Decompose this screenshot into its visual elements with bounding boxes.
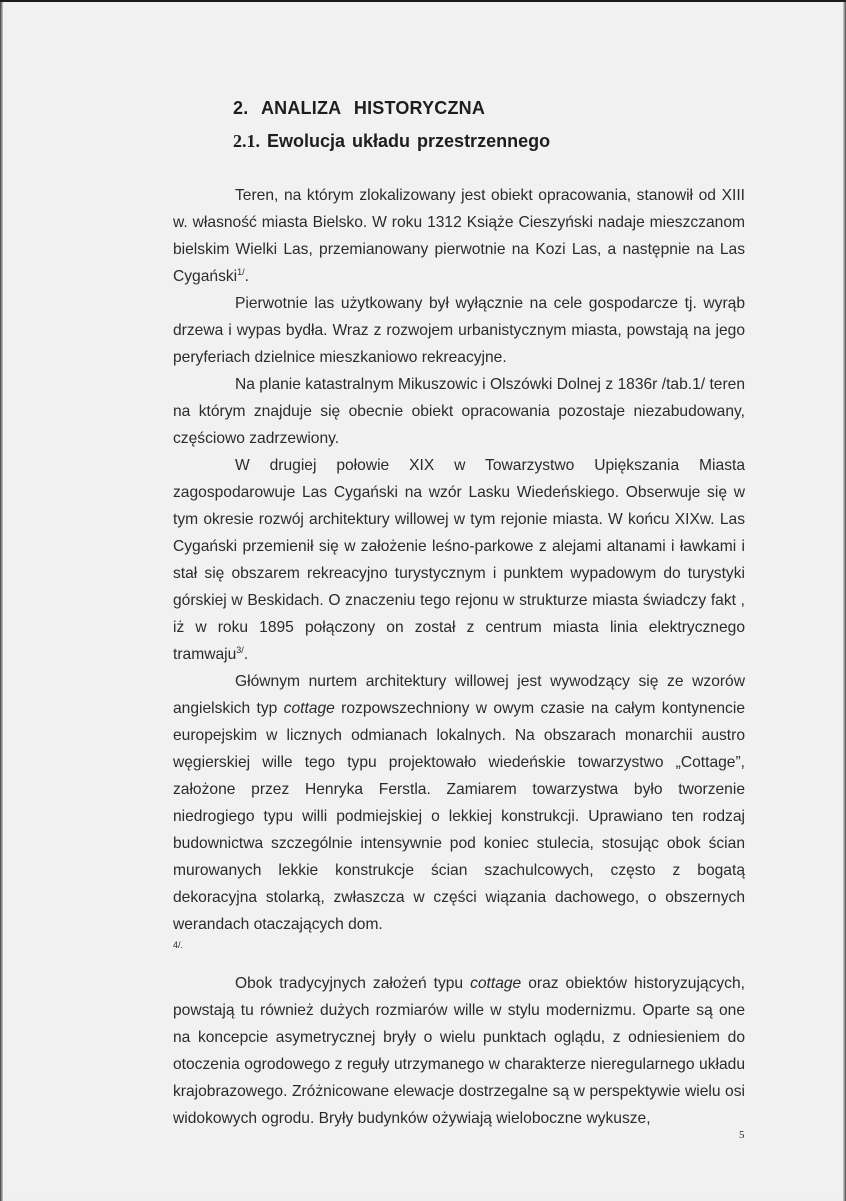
paragraph-1-end: .: [244, 268, 249, 285]
section-heading: [233, 131, 550, 152]
section-number: 2.1.: [233, 131, 260, 151]
paragraph-1: [173, 182, 745, 290]
body-text: [173, 182, 745, 1132]
paragraph-5: [173, 668, 745, 952]
paragraph-6-text-b: oraz obiektów historyzujących, powstają tu również dużych rozmiarów wille w stylu modernizmu. Oparte są one na koncepcie asymetrycznej bryły o wielu punktach oglądu, z odniesieniem do otoczenia ogrodowego z reguły utrzymanego w charakterze nieregularnego układu krajobrazowego. Zróżnicowane elewacje dostrzegalne są w perspektywie wielu osi widokowych ogrodu. Bryły budynków ożywiają wieloboczne wykusze,: [173, 975, 745, 1127]
paragraph-4-text: W drugiej połowie XIX w Towarzystwo Upiększania Miasta zagospodarowuje Las Cygański na wzór Lasku Wiedeńskiego. Obserwuje się w tym okresie rozwój architektury willowej w tym rejonie miasta. W końcu XIXw. Las Cygański przemienił się w założenie leśno-parkowe z alejami altanami i ławkami i stał się obszarem rekreacyjno turystycznym i punktem wypadowym do turystyki górskiej w Beskidach. O znaczeniu tego rejonu w strukturze miasta świadczy fakt , iż w roku 1895 połączony on został z centrum miasta linia elektrycznego tramwaju: [173, 457, 745, 663]
footnote-ref-4: [173, 938, 745, 952]
paragraph-2: [173, 290, 745, 371]
footnote-ref-3: 3/: [236, 644, 244, 655]
paragraph-3: [173, 371, 745, 452]
footnote-ref-1: 1/: [237, 266, 245, 277]
paragraph-5-text-b: rozpowszechniony w owym czasie na całym kontynencie europejskim w licznych odmianach lokalnych. Na obszarach monarchii austro węgierskiej wille tego typu projektowało wiedeńskie towarzystwo „Cottage”, założone przez Henryka Ferstla. Zamiarem towarzystwa było tworzenie niedrogiego typu willi podmiejskiej o lekkiej konstrukcji. Uprawiano ten rodzaj budownictwa szczególnie intensywnie pod koniec stulecia, stosując obok ścian murowanych lekkie konstrukcje ścian szachulcowych, często z bogatą dekoracyjna stolarką, zwłaszcza w części wiązania dachowego, o obszernych werandach otaczających dom.: [173, 700, 745, 933]
paragraph-6-italic: cottage: [470, 975, 522, 992]
page-number: 5: [739, 1129, 745, 1141]
paragraph-2-text: Pierwotnie las użytkowany był wyłącznie na cele gospodarcze tj. wyrąb drzewa i wypas bydła. Wraz z rozwojem urbanistycznym miasta, powstają na jego peryferiach dzielnice mieszkaniowo rekreacyjne.: [173, 295, 745, 366]
paragraph-3-text: Na planie katastralnym Mikuszowic i Olszówki Dolnej z 1836r /tab.1/ teren na którym znajduje się obecnie obiekt opracowania pozostaje niezabudowany, częściowo zadrzewiony.: [173, 376, 745, 447]
paragraph-6: [173, 970, 745, 1132]
paragraph-6-text-a: Obok tradycyjnych założeń typu: [235, 975, 471, 992]
paragraph-5-italic: cottage: [283, 700, 335, 717]
chapter-heading: 2. ANALIZA HISTORYCZNA: [233, 98, 486, 118]
paragraph-1-text: Teren, na którym zlokalizowany jest obiekt opracowania, stanowił od XIII w. własność miasta Bielsko. W roku 1312 Książe Cieszyński nadaje mieszczanom bielskim Wielki Las, przemianowany pierwotnie na Kozi Las, a następnie na Las Cygański: [173, 187, 745, 285]
paragraph-4-end: .: [243, 646, 249, 663]
footnote-ref-4-number: 4/: [173, 940, 181, 950]
paragraph-5-text-a: Głównym nurtem architektury willowej jest wywodzący się ze wzorów angielskich typ: [173, 673, 745, 717]
section-title: Ewolucja układu przestrzennego: [267, 131, 551, 151]
footnote-ref-4-end: .: [180, 940, 184, 950]
paragraph-4: [173, 452, 745, 668]
page-edge-left: [0, 2, 3, 1201]
